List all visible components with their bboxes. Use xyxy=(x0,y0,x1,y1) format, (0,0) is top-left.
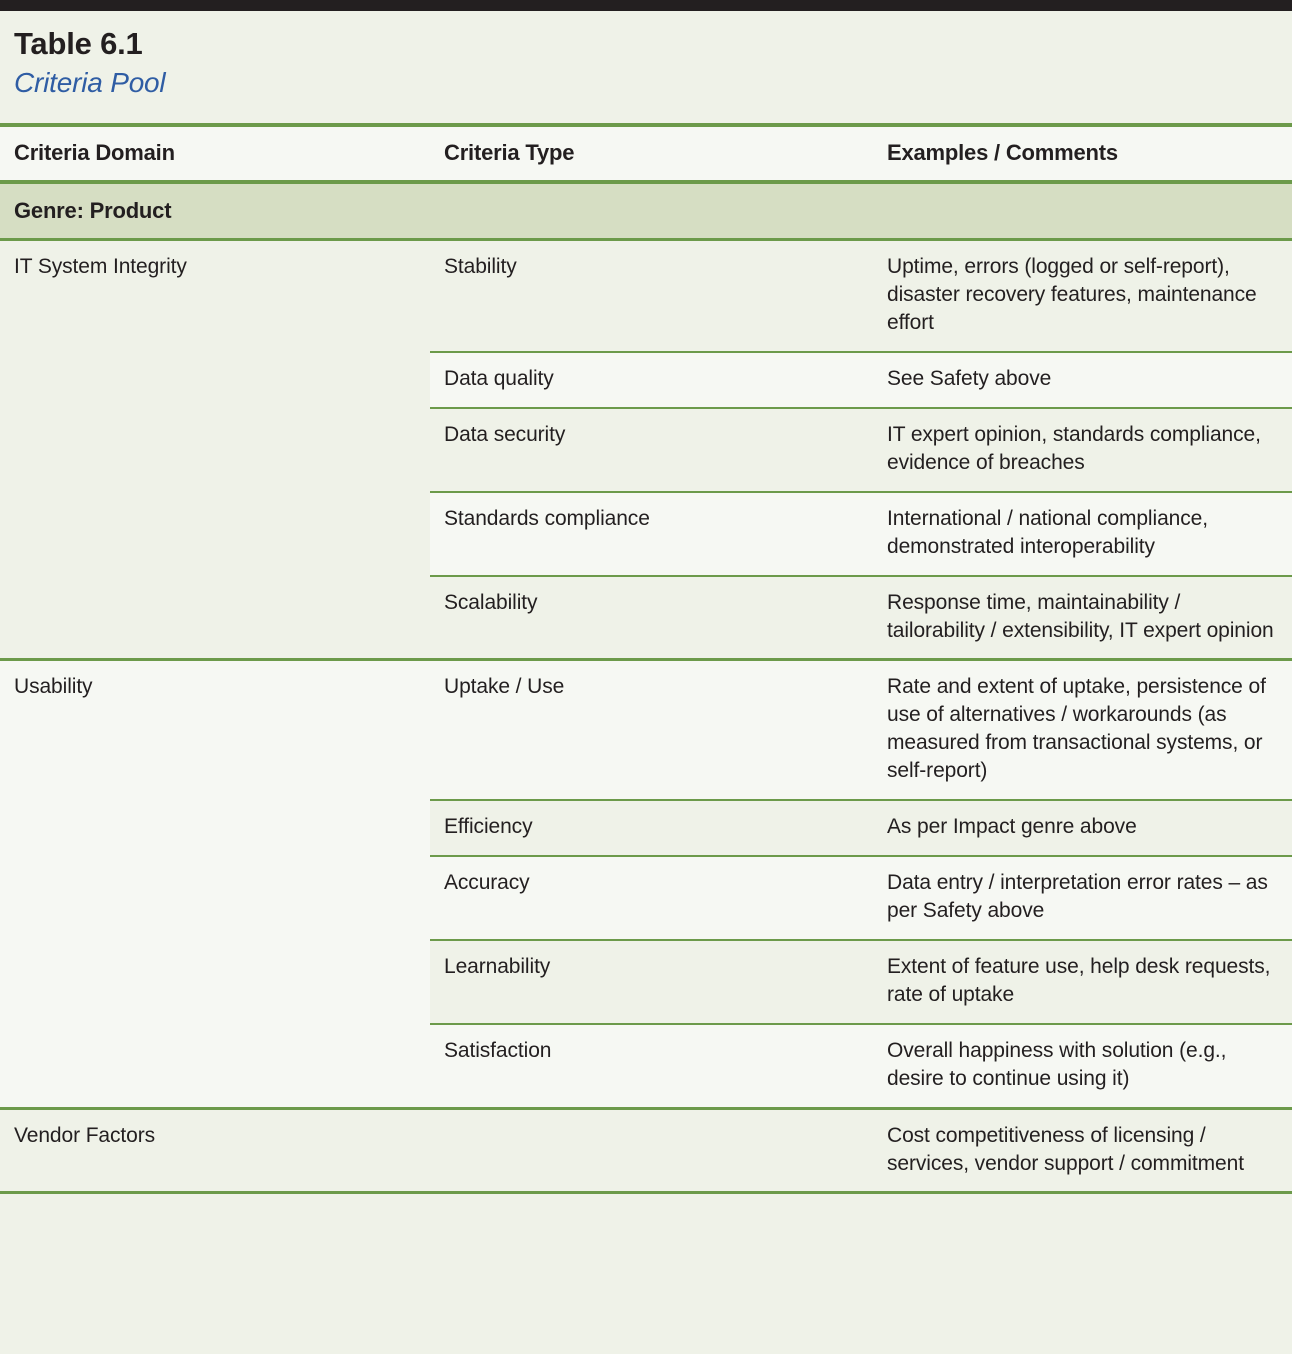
criteria-pool-table xyxy=(0,123,1292,1194)
type-cell: Data security xyxy=(430,408,873,492)
column-header-criteria-domain: Criteria Domain xyxy=(0,125,430,182)
type-cell: Stability xyxy=(430,240,873,352)
domain-cell-usability: Usability xyxy=(0,660,430,1108)
domain-cell-it-system-integrity: IT System Integrity xyxy=(0,240,430,660)
examples-cell: Overall happiness with solution (e.g., desire to continue using it) xyxy=(873,1024,1292,1108)
type-cell: Standards compliance xyxy=(430,492,873,576)
examples-cell: IT expert opinion, standards compliance, evidence of breaches xyxy=(873,408,1292,492)
examples-cell: Rate and extent of uptake, persistence of use of alternatives / workarounds (as measured from transactional systems, or self-report) xyxy=(873,660,1292,800)
examples-cell: Response time, maintainability / tailorability / extensibility, IT expert opinion xyxy=(873,576,1292,660)
column-header-row xyxy=(0,125,1292,182)
examples-cell: Cost competitiveness of licensing / services, vendor support / commitment xyxy=(873,1108,1292,1193)
examples-cell: See Safety above xyxy=(873,352,1292,408)
type-cell: Accuracy xyxy=(430,856,873,940)
table-row xyxy=(0,660,1292,800)
table-head xyxy=(0,125,1292,182)
type-cell: Scalability xyxy=(430,576,873,660)
examples-cell: Extent of feature use, help desk requests, rate of uptake xyxy=(873,940,1292,1024)
table-number: Table 6.1 xyxy=(14,26,143,61)
examples-cell: Data entry / interpretation error rates – as per Safety above xyxy=(873,856,1292,940)
genre-band-row xyxy=(0,182,1292,240)
type-cell: Learnability xyxy=(430,940,873,1024)
column-header-examples-comments: Examples / Comments xyxy=(873,125,1292,182)
type-cell xyxy=(430,1108,873,1193)
examples-cell: International / national compliance, demonstrated interoperability xyxy=(873,492,1292,576)
examples-cell: As per Impact genre above xyxy=(873,800,1292,856)
type-cell: Data quality xyxy=(430,352,873,408)
type-cell: Satisfaction xyxy=(430,1024,873,1108)
domain-cell-vendor-factors: Vendor Factors xyxy=(0,1108,430,1193)
genre-band-label: Genre: Product xyxy=(0,182,1292,240)
table-title-block xyxy=(0,11,1292,123)
column-header-criteria-type: Criteria Type xyxy=(430,125,873,182)
table-row xyxy=(0,1108,1292,1193)
table-caption: Criteria Pool xyxy=(14,66,166,98)
type-cell: Uptake / Use xyxy=(430,660,873,800)
top-black-bar xyxy=(0,0,1292,11)
table-row xyxy=(0,240,1292,352)
examples-cell: Uptime, errors (logged or self-report), disaster recovery features, maintenance effort xyxy=(873,240,1292,352)
type-cell: Efficiency xyxy=(430,800,873,856)
table-body xyxy=(0,182,1292,1193)
